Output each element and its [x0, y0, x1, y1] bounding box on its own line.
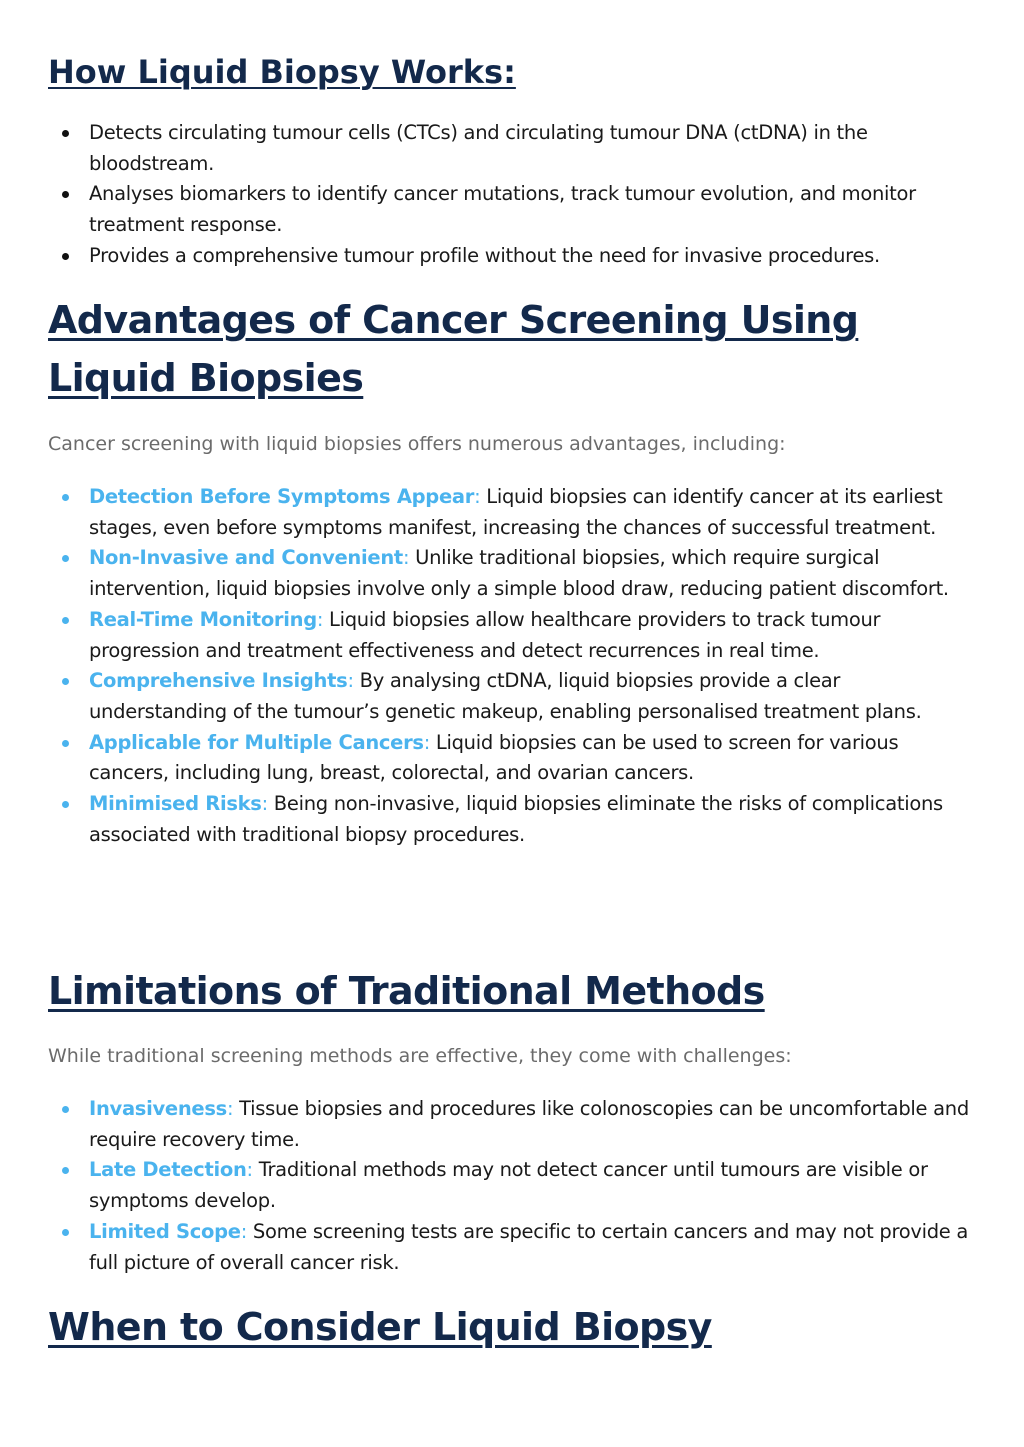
- bullet-dot-icon: [62, 801, 69, 808]
- bullet-dot-icon: [62, 555, 69, 562]
- list-item: Non-Invasive and Convenient: Unlike traditional biopsies, which require surgical intervention, liquid biopsies involve only a simple blood draw, reducing patient discomfort.: [48, 543, 978, 604]
- bullet-dot-icon: [62, 253, 69, 260]
- list-item: Comprehensive Insights: By analysing ctDNA, liquid biopsies provide a clear understanding of the tumour’s genetic makeup, enabling personalised treatment plans.: [48, 666, 978, 727]
- bullet-dot-icon: [62, 1229, 69, 1236]
- term-label: Detection Before Symptoms Appear: [89, 485, 475, 508]
- list-item: Late Detection: Traditional methods may not detect cancer until tumours are visible or symptoms develop.: [48, 1155, 978, 1216]
- bullet-dot-icon: [62, 494, 69, 501]
- list-item: [48, 118, 978, 179]
- heading-limitations: Limitations of Traditional Methods: [48, 969, 765, 1013]
- heading-when-to-consider: When to Consider Liquid Biopsy: [48, 1305, 712, 1349]
- term-description: Traditional methods may not detect cancer until tumours are visible or symptoms develop.: [89, 1158, 928, 1213]
- list-item: Detection Before Symptoms Appear: Liquid biopsies can identify cancer at its earliest stages, even before symptoms manifest, increasing the chances of successful treatment.: [48, 482, 978, 543]
- list-item-text: Detects circulating tumour cells (CTCs) and circulating tumour DNA (ctDNA) in the bloodstream.: [89, 121, 868, 175]
- bullet-dot-icon: [62, 617, 69, 624]
- limitations-intro: While traditional screening methods are effective, they come with challenges:: [48, 1045, 792, 1067]
- list-item: Limited Scope: Some screening tests are specific to certain cancers and may not provide a full picture of overall cancer risk.: [48, 1217, 978, 1278]
- term-label: Late Detection: [89, 1158, 247, 1182]
- bullet-dot-icon: [62, 191, 69, 198]
- term-label: Applicable for Multiple Cancers: [89, 730, 424, 754]
- term-description: By analysing ctDNA, liquid biopsies provide a clear understanding of the tumour’s genetic makeup, enabling personalised treatment plans.: [89, 669, 922, 723]
- limitations-list: [48, 1094, 978, 1278]
- list-item-text: Provides a comprehensive tumour profile without the need for invasive procedures.: [89, 243, 880, 267]
- heading-advantages: Advantages of Cancer Screening Using Liquid Biopsies: [48, 298, 859, 400]
- list-item: Applicable for Multiple Cancers: Liquid biopsies can be used to screen for various cancers, including lung, breast, colorectal, and ovarian cancers.: [48, 728, 978, 789]
- advantages-intro: Cancer screening with liquid biopsies offers numerous advantages, including:: [48, 433, 786, 455]
- list-item: [48, 179, 978, 240]
- term-label: Minimised Risks: [89, 792, 262, 816]
- how-it-works-list: [48, 118, 978, 272]
- term-description: Tissue biopsies and procedures like colonoscopies can be uncomfortable and require recovery time.: [89, 1097, 969, 1151]
- bullet-dot-icon: [62, 678, 69, 685]
- term-description: Liquid biopsies can be used to screen for various cancers, including lung, breast, colorectal, and ovarian cancers.: [89, 730, 899, 785]
- term-description: Being non-invasive, liquid biopsies eliminate the risks of complications associated with traditional biopsy procedures.: [89, 792, 943, 846]
- advantages-list: [48, 482, 978, 850]
- term-description: Liquid biopsies allow healthcare providers to track tumour progression and treatment effectiveness and detect recurrences in real time.: [89, 607, 881, 662]
- list-item: Real-Time Monitoring: Liquid biopsies allow healthcare providers to track tumour progression and treatment effectiveness and detect recurrences in real time.: [48, 605, 978, 666]
- bullet-dot-icon: [62, 130, 69, 137]
- term-description: Unlike traditional biopsies, which require surgical intervention, liquid biopsies involve only a simple blood draw, reducing patient discomfort.: [89, 546, 949, 601]
- list-item: Minimised Risks: Being non-invasive, liquid biopsies eliminate the risks of complications associated with traditional biopsy procedures.: [48, 789, 978, 850]
- term-label: Comprehensive Insights: [89, 669, 348, 693]
- bullet-dot-icon: [62, 1167, 69, 1174]
- term-label: Invasiveness: [89, 1097, 227, 1120]
- term-description: Liquid biopsies can identify cancer at its earliest stages, even before symptoms manifest, increasing the chances of successful treatment.: [89, 485, 943, 539]
- bullet-dot-icon: [62, 1106, 69, 1113]
- list-item: [48, 241, 978, 272]
- heading-how-liquid-biopsy-works: How Liquid Biopsy Works:: [48, 53, 516, 91]
- list-item: Invasiveness: Tissue biopsies and procedures like colonoscopies can be uncomfortable and require recovery time.: [48, 1094, 978, 1155]
- term-label: Real-Time Monitoring: [89, 607, 317, 631]
- term-label: Non-Invasive and Convenient: [89, 546, 403, 570]
- term-description: Some screening tests are specific to certain cancers and may not provide a full picture of overall cancer risk.: [89, 1219, 969, 1274]
- bullet-dot-icon: [62, 740, 69, 747]
- term-label: Limited Scope: [89, 1219, 241, 1243]
- list-item-text: Analyses biomarkers to identify cancer mutations, track tumour evolution, and monitor treatment response.: [89, 182, 916, 237]
